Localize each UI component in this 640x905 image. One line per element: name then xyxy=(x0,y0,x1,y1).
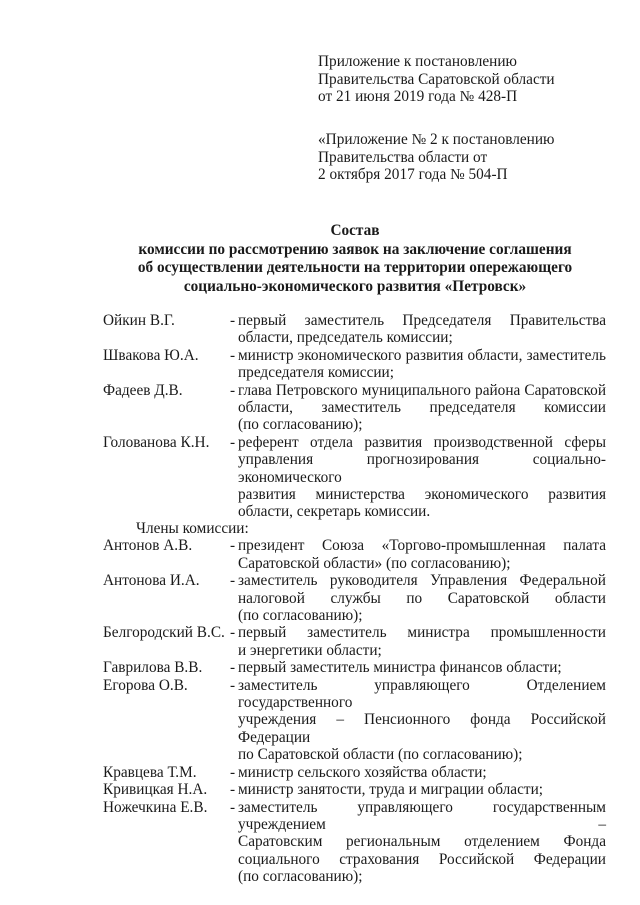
dash-separator: - xyxy=(230,624,236,642)
appendix-header-line: 2 октября 2017 года № 504-П xyxy=(318,166,508,184)
role-line: заместитель руководителя Управления Федеральной xyxy=(238,572,606,590)
role-line: области, председатель комиссии; xyxy=(238,329,453,347)
appendix-header-line: Приложение к постановлению xyxy=(318,53,517,70)
role-line: председателя комиссии; xyxy=(238,364,394,382)
member-role xyxy=(238,572,606,624)
member-role xyxy=(238,764,606,781)
commission-member-row xyxy=(103,799,613,886)
title-line: социально-экономического развития «Петровск» xyxy=(183,277,527,295)
role-line: заместитель управляющего государственным учреждением – xyxy=(238,798,606,833)
dash-separator: - xyxy=(230,763,236,781)
member-name: Ойкин В.Г. xyxy=(103,312,175,329)
title-line: об осуществлении деятельности на территории опережающего xyxy=(137,259,573,277)
original-appendix-header xyxy=(318,131,554,184)
role-line: (по согласованию); xyxy=(238,416,363,434)
member-name: Фадеев Д.В. xyxy=(103,381,183,399)
role-line: (по согласованию); xyxy=(238,868,363,886)
leadership-list xyxy=(103,312,613,521)
commission-member-row xyxy=(103,572,613,624)
role-line: глава Петровского муниципального района Саратовской xyxy=(238,381,606,399)
role-line: (по согласованию); xyxy=(238,607,363,625)
member-name: Гаврилова В.В. xyxy=(103,659,203,677)
role-line: референт отдела развития производственной сферы xyxy=(238,433,606,451)
member-name: Кривицкая Н.А. xyxy=(103,781,208,799)
role-line: министр сельского хозяйства области; xyxy=(238,763,487,781)
member-role xyxy=(238,659,606,676)
commission-member-row xyxy=(103,347,613,382)
role-line: развития министерства экономического развития xyxy=(238,486,606,504)
member-role xyxy=(238,382,606,434)
role-line: Саратовским региональным отделением Фонда xyxy=(238,833,606,851)
commission-member-row xyxy=(103,312,613,347)
role-line: первый заместитель министра промышленности xyxy=(238,624,606,642)
role-line: первый заместитель министра финансов области; xyxy=(238,659,562,677)
role-line: первый заместитель Председателя Правительства xyxy=(238,312,606,329)
document-title xyxy=(60,222,640,296)
role-line: области, заместитель председателя комиссии xyxy=(238,399,606,417)
role-line: налоговой службы по Саратовской области xyxy=(238,589,606,607)
member-role xyxy=(238,677,606,764)
member-name: Егорова О.В. xyxy=(103,676,188,694)
member-role xyxy=(238,537,606,572)
role-line: социального страхования Российской Федерации xyxy=(238,850,606,868)
role-line: учреждения – Пенсионного фонда Российской Федерации xyxy=(238,711,606,746)
member-role xyxy=(238,799,606,886)
commission-member-row xyxy=(103,677,613,764)
commission-member-row xyxy=(103,659,613,676)
title-line: комиссии по рассмотрению заявок на заключение соглашения xyxy=(138,240,572,258)
member-name: Белгородский В.С. xyxy=(103,624,225,642)
commission-member-row xyxy=(103,624,613,659)
members-heading: Члены комиссии: xyxy=(136,520,249,537)
dash-separator: - xyxy=(230,676,236,694)
member-role xyxy=(238,312,606,347)
role-line: Саратовской области» (по согласованию); xyxy=(238,554,511,572)
member-role xyxy=(238,434,606,521)
appendix-header xyxy=(318,53,555,106)
members-list xyxy=(103,520,613,886)
commission-member-row xyxy=(103,382,613,434)
role-line: области, секретарь комиссии. xyxy=(238,503,431,521)
role-line: заместитель управляющего Отделением государственного xyxy=(238,676,606,712)
commission-member-row xyxy=(103,781,613,798)
member-name: Антонова И.А. xyxy=(103,572,200,590)
commission-member-row xyxy=(103,434,613,521)
member-name: Кравцева Т.М. xyxy=(103,763,197,781)
role-line: министр экономического развития области, заместитель xyxy=(238,346,606,364)
dash-separator: - xyxy=(230,537,236,555)
dash-separator: - xyxy=(230,312,236,329)
dash-separator: - xyxy=(230,572,236,590)
role-line: президент Союза «Торгово-промышленная палата xyxy=(238,537,606,555)
dash-separator: - xyxy=(230,346,236,364)
member-role xyxy=(238,624,606,659)
dash-separator: - xyxy=(230,659,236,677)
role-line: управления прогнозирования социально-экономического xyxy=(238,451,606,486)
role-line: министр занятости, труда и миграции области; xyxy=(238,781,544,799)
member-role xyxy=(238,347,606,382)
commission-member-row xyxy=(103,764,613,781)
member-role xyxy=(238,781,606,798)
member-name: Голованова К.Н. xyxy=(103,433,210,451)
appendix-header-line: Правительства Саратовской области xyxy=(318,70,555,88)
role-line: по Саратовской области (по согласованию); xyxy=(238,746,523,764)
commission-member-row xyxy=(103,537,613,572)
member-name: Швакова Ю.А. xyxy=(103,346,199,364)
appendix-header-line: от 21 июня 2019 года № 428-П xyxy=(318,88,518,106)
dash-separator: - xyxy=(230,781,236,799)
role-line: и энергетики области; xyxy=(238,641,382,659)
title-line: Состав xyxy=(330,222,380,239)
dash-separator: - xyxy=(230,798,236,816)
member-name: Антонов А.В. xyxy=(103,537,193,555)
dash-separator: - xyxy=(230,433,236,451)
dash-separator: - xyxy=(230,381,236,399)
member-name: Ножечкина Е.В. xyxy=(103,798,208,816)
appendix-header-line: Правительства области от xyxy=(318,148,488,166)
appendix-header-line: «Приложение № 2 к постановлению xyxy=(318,131,555,148)
